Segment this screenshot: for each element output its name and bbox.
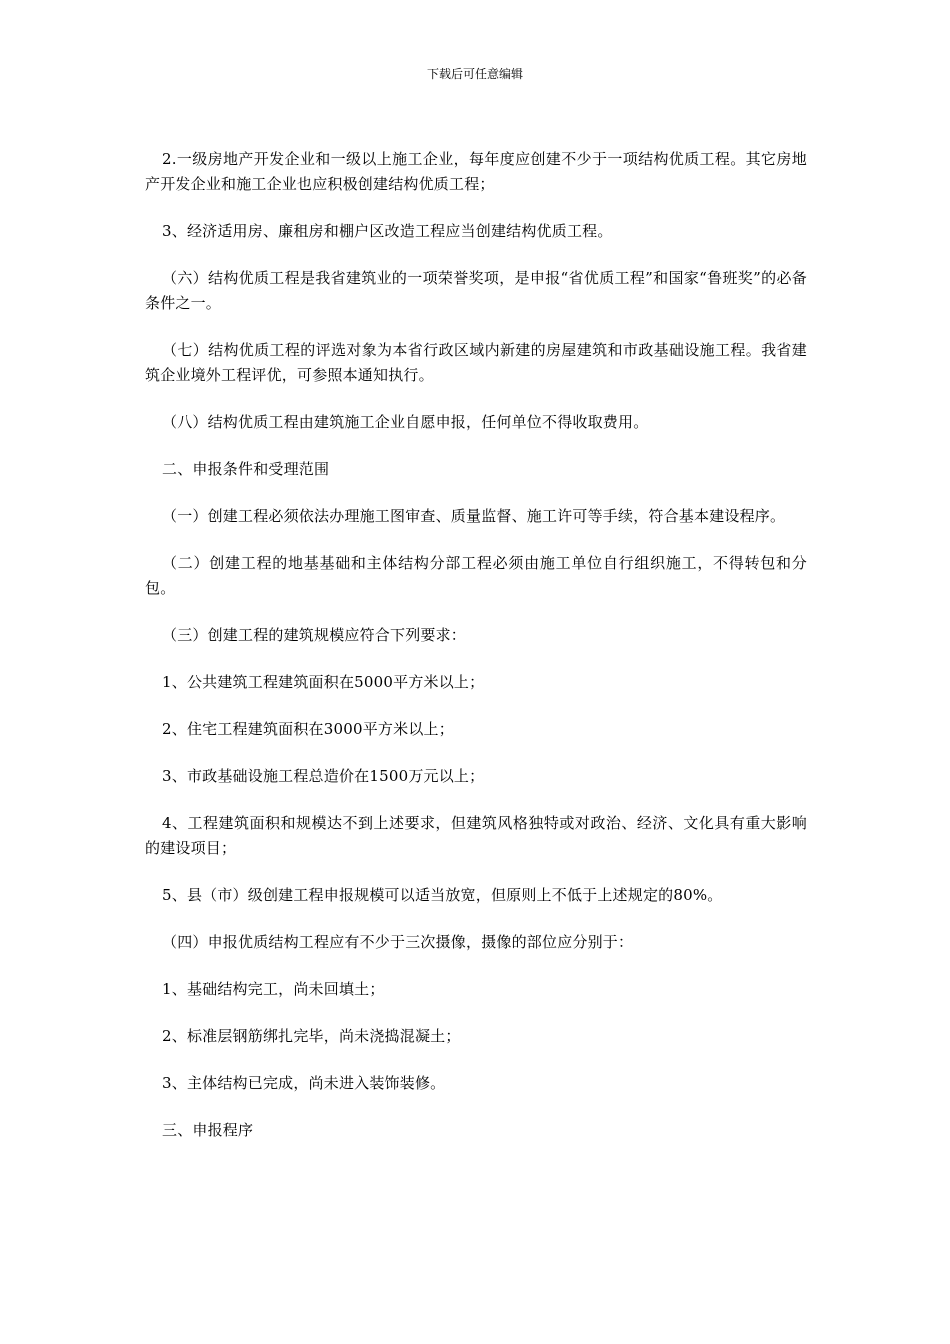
heading-section-2: 二、申报条件和受理范围 <box>162 460 330 478</box>
paragraph-item-3: 3、经济适用房、廉租房和棚户区改造工程应当创建结构优质工程。 <box>162 222 613 240</box>
list-item-scale-1: 1、公共建筑工程建筑面积在5000平方米以上； <box>162 673 485 691</box>
paragraph-item-2: 2.一级房地产开发企业和一级以上施工企业，每年度应创建不少于一项结构优质工程。其它房地产开发企业和施工企业也应积极创建结构优质工程； <box>145 150 807 193</box>
paragraph-condition-1: （一）创建工程必须依法办理施工图审查、质量监督、施工许可等手续，符合基本建设程序。 <box>162 507 786 525</box>
paragraph-section-8: （八）结构优质工程由建筑施工企业自愿申报，任何单位不得收取费用。 <box>162 413 649 431</box>
list-item-scale-5: 5、县（市）级创建工程申报规模可以适当放宽，但原则上不低于上述规定的80%。 <box>162 886 723 904</box>
paragraph-condition-4: （四）申报优质结构工程应有不少于三次摄像，摄像的部位应分别于： <box>162 933 634 951</box>
paragraph-condition-3: （三）创建工程的建筑规模应符合下列要求： <box>162 626 467 644</box>
list-item-scale-2: 2、住宅工程建筑面积在3000平方米以上； <box>162 720 454 738</box>
list-item-scale-4: 4、工程建筑面积和规模达不到上述要求，但建筑风格独特或对政治、经济、文化具有重大影响的建设项目； <box>145 814 807 857</box>
list-item-video-3: 3、主体结构已完成，尚未进入装饰装修。 <box>162 1074 446 1092</box>
document-body <box>145 147 807 1165</box>
heading-section-3: 三、申报程序 <box>162 1121 254 1139</box>
page-header-note: 下载后可任意编辑 <box>426 67 523 81</box>
paragraph-condition-2: （二）创建工程的地基基础和主体结构分部工程必须由施工单位自行组织施工，不得转包和分包。 <box>145 554 807 597</box>
paragraph-section-6: （六）结构优质工程是我省建筑业的一项荣誉奖项，是申报“省优质工程”和国家“鲁班奖”的必备条件之一。 <box>145 269 807 312</box>
list-item-video-1: 1、基础结构完工，尚未回填土； <box>162 980 385 998</box>
list-item-video-2: 2、标准层钢筋绑扎完毕，尚未浇捣混凝土； <box>162 1027 461 1045</box>
paragraph-section-7: （七）结构优质工程的评选对象为本省行政区域内新建的房屋建筑和市政基础设施工程。我省建筑企业境外工程评优，可参照本通知执行。 <box>145 341 807 384</box>
list-item-scale-3: 3、市政基础设施工程总造价在1500万元以上； <box>162 767 485 785</box>
